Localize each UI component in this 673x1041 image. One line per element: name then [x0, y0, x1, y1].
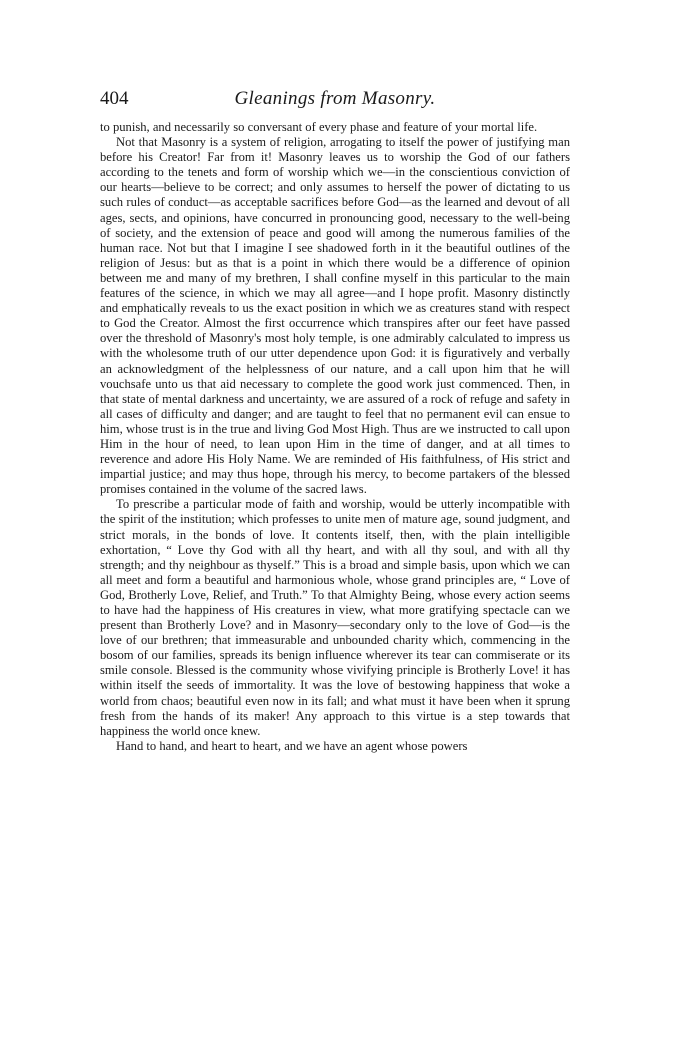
paragraph-continuation: to punish, and necessarily so conversant of every phase and feature of your mortal life. — [100, 120, 538, 134]
paragraph: Hand to hand, and heart to heart, and we have an agent whose powers — [116, 738, 468, 753]
body-text — [100, 120, 570, 754]
running-head — [100, 88, 570, 114]
page-number: 404 — [100, 88, 129, 109]
paragraph: To prescribe a particular mode of faith and worship, would be utterly incompatible with the spirit of the institution; which professes to unite men of mature age, sound judgment, and strict morals, in the bonds of love. It contents itself, then, with the plain intelligible exhortation, “ Love thy God with all thy heart, and with all thy soul, and with all thy strength; and thy neighbour as thyself.” This is a broad and simple basis, upon which we can all meet and form a beautiful and harmonious whole, whose grand principles are, “ Love of God, Brotherly Love, Relief, and Truth.” To that Almighty Being, whose every action seems to have had the happiness of His creatures in view, what more gratifying spectacle can we present than Brotherly Love? and in Masonry—secondary only to the love of God—is the love of our brethren; that immeasurable and unbounded charity which, commencing in the bosom of our families, spreads its benign influence wherever its tear can commiserate or its smile console. Blessed is the community whose vivifying principle is Brotherly Love! it has within itself the seeds of immortality. It was the love of bestowing happiness that woke a world from chaos; beautiful even now in its fall; and what must it have been when it sprung fresh from the hands of its maker! Any approach to this virtue is a step towards that happiness the world once knew. — [100, 497, 570, 738]
book-page — [100, 88, 570, 754]
running-title: Gleanings from Masonry. — [234, 88, 436, 109]
paragraph: Not that Masonry is a system of religion, arrogating to itself the power of justifying man before his Creator! Far from it! Masonry leaves us to worship the God of our fathers according to the tenets and form of worship which we—in the conscientious conviction of our hearts—believe to be correct; and only assumes to herself the power of dictating to us such rules of conduct—as acceptable sacrifices before God—as the learned and devout of all ages, sects, and opinions, have concurred in pronouncing good, necessary to the well-being of society, and the extension of peace and good will among the numerous families of the human race. Not but that I imagine I see shadowed forth in it the beautiful outlines of the religion of Jesus: but as that is a point in which there would be a difference of opinion between me and many of my brethren, I shall confine myself in this particular to the main features of the science, in which we may all agree—and I hope profit. Masonry distinctly and emphatically reveals to us the exact position in which we as creatures stand with respect to God the Creator. Almost the first occurrence which transpires after our feet have passed over the threshold of Masonry's most holy temple, is one admirably calculated to impress us with the wholesome truth of our utter dependence upon God: it is figuratively and verbally an acknowledgment of the helplessness of our nature, and a call upon him that he will vouchsafe unto us that aid necessary to complete the good work just commenced. Then, in that state of mental darkness and uncertainty, we are assured of a rock of refuge and safety in all cases of difficulty and danger; and are taught to feel that no permanent evil can ensue to him, whose trust is in the true and living God Most High. Thus are we instructed to call upon Him in the hour of need, to lean upon Him in the time of danger, and at all times to reverence and adore His Holy Name. We are reminded of His faithfulness, of His strict and impartial justice; and may thus hope, through his mercy, to become partakers of the blessed promises contained in the volume of the sacred laws. — [100, 135, 570, 497]
